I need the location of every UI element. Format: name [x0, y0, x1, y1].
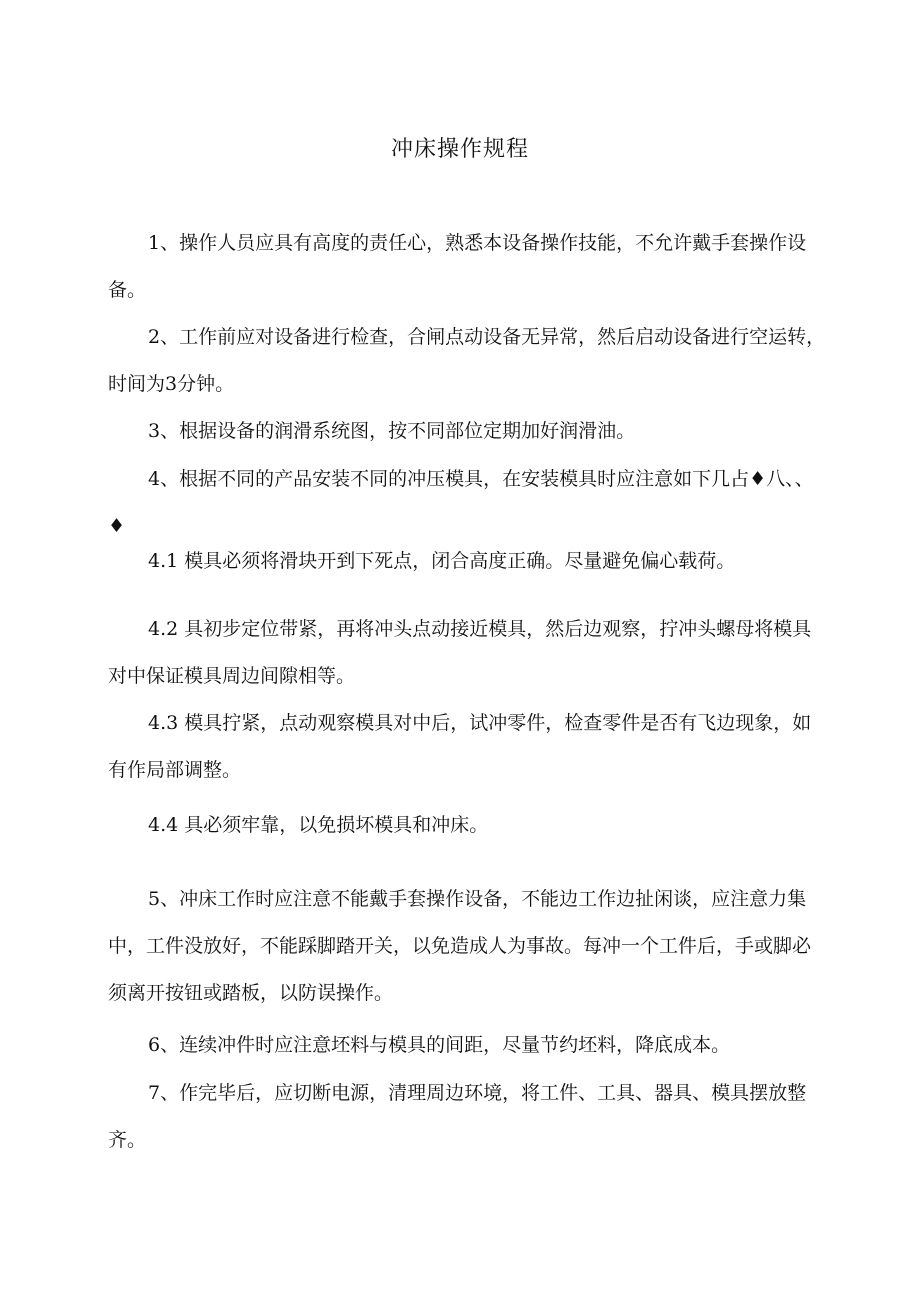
paragraph-4: 4、根据不同的产品安装不同的冲压模具，在安装模具时应注意如下几占♦八、、♦	[108, 468, 814, 537]
paragraph-7: 7、作完毕后，应切断电源，清理周边环境，将工件、工具、器具、模具摆放整齐。	[108, 1082, 807, 1151]
paragraph-2: 2、工作前应对设备进行检查，合闸点动设备无异常，然后启动设备进行空运转，时间为3分钟。	[108, 326, 826, 395]
document-title: 冲床操作规程	[390, 137, 529, 162]
paragraph-4-4: 4.4 具必须牢靠，以免损坏模具和冲床。	[148, 814, 489, 836]
paragraph-1: 1、操作人员应具有高度的责任心，熟悉本设备操作技能，不允许戴手套操作设备。	[108, 232, 807, 301]
paragraph-4-1: 4.1 模具必须将滑块开到下死点，闭合高度正确。尽量避免偏心载荷。	[148, 550, 736, 572]
paragraph-5: 5、冲床工作时应注意不能戴手套操作设备，不能边工作边扯闲谈，应注意力集中，工件没放好，不能踩脚踏开关，以免造成人为事故。每冲一个工件后，手或脚必须离开按钮或踏板，以防误操作。	[108, 888, 812, 1004]
paragraph-4-3: 4.3 模具拧紧，点动观察模具对中后，试冲零件，检查零件是否有飞边现象，如有作局部调整。	[108, 712, 812, 781]
paragraph-3: 3、根据设备的润滑系统图，按不同部位定期加好润滑油。	[148, 420, 636, 442]
paragraph-4-2: 4.2 具初步定位带紧，再将冲头点动接近模具，然后边观察，拧冲头螺母将模具对中保证模具周边间隙相等。	[108, 618, 812, 687]
paragraph-6: 6、连续冲件时应注意坯料与模具的间距，尽量节约坯料，降底成本。	[148, 1034, 731, 1056]
